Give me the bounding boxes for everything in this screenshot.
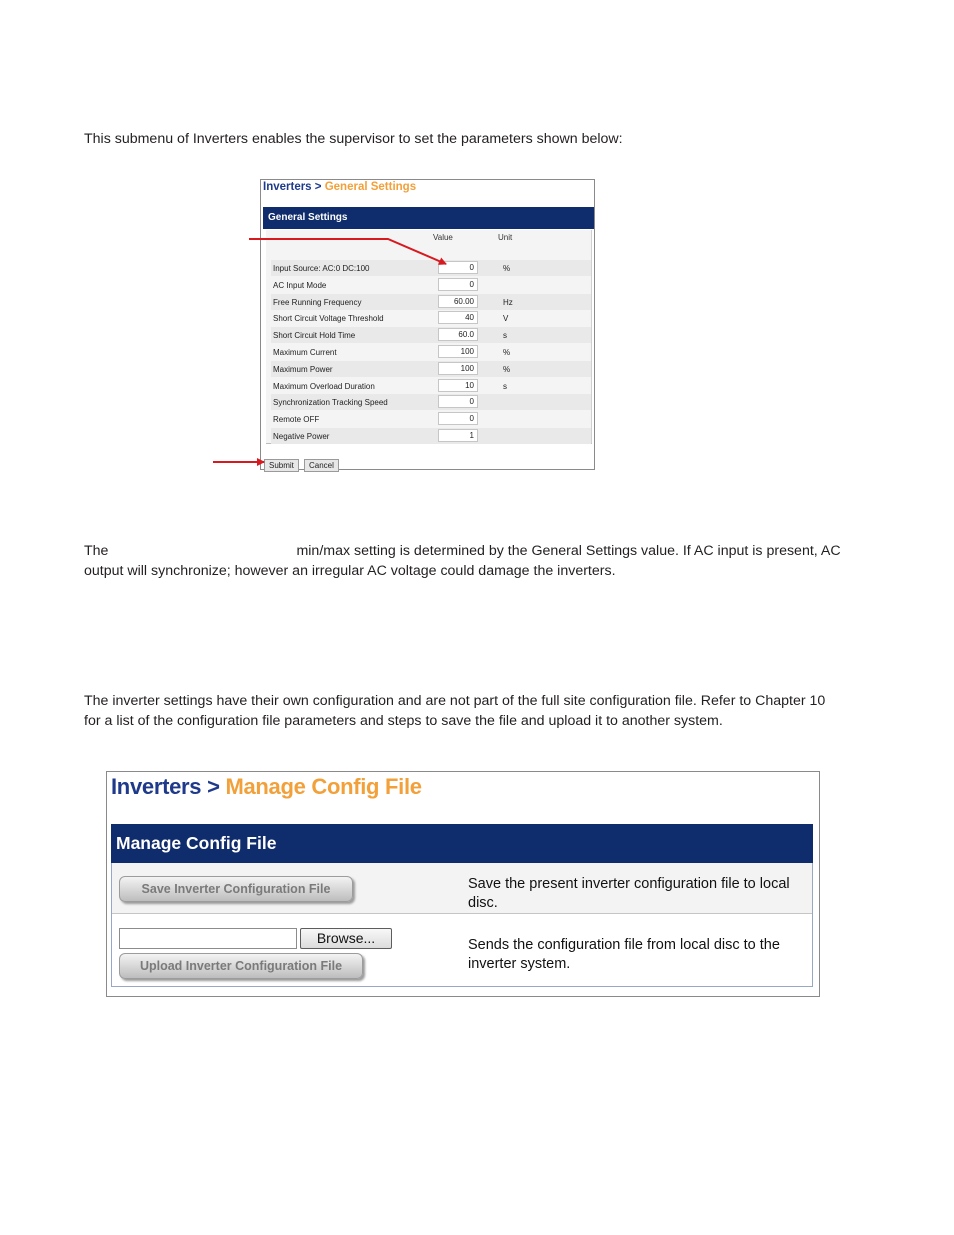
setting-value-input[interactable]: 60.00 — [438, 295, 478, 308]
setting-unit: Hz — [503, 297, 513, 307]
general-settings-screenshot — [260, 179, 595, 470]
browse-button[interactable]: Browse... — [300, 928, 392, 949]
setting-unit: V — [503, 314, 509, 324]
settings-panel — [266, 230, 592, 444]
cancel-button[interactable]: Cancel — [304, 459, 339, 472]
setting-unit: % — [503, 264, 511, 273]
breadcrumb-inverters[interactable]: Inverters — [111, 774, 202, 799]
unit-column-header: Unit — [498, 233, 513, 242]
settings-row — [271, 294, 591, 310]
setting-label: Short Circuit Voltage Threshold — [273, 314, 384, 324]
setting-label: Maximum Power — [273, 364, 333, 374]
breadcrumb-separator: > — [207, 774, 220, 799]
setting-unit: s — [503, 331, 507, 341]
settings-row — [271, 327, 591, 343]
setting-label: Short Circuit Hold Time — [273, 331, 356, 341]
upload-config-button[interactable]: Upload Inverter Configuration File — [119, 953, 363, 979]
config-paragraph: The inverter settings have their own configuration and are not part of the full site configuration file. Refer to Chapter 10 for a list of the configuration file parameters and steps to save the file and upload it to another system. — [84, 693, 826, 729]
setting-value-input[interactable]: 10 — [438, 379, 478, 392]
setting-unit: % — [503, 364, 511, 374]
settings-row — [271, 344, 591, 360]
minmax-paragraph-rest: min/max setting is determined by the General Settings value. If AC input is present, AC output will synchronize; however an irregular AC voltage could damage the inverters. — [84, 543, 841, 579]
setting-value-input[interactable]: 100 — [438, 345, 478, 358]
setting-value-input[interactable]: 0 — [438, 395, 478, 408]
panel-title-bar: General Settings — [263, 207, 594, 229]
minmax-paragraph — [84, 541, 844, 581]
save-config-button[interactable]: Save Inverter Configuration File — [119, 876, 353, 902]
setting-value-input[interactable]: 1 — [438, 429, 478, 442]
file-path-input[interactable] — [119, 928, 297, 949]
setting-unit: % — [503, 348, 511, 357]
setting-label: AC Input Mode — [273, 280, 327, 290]
setting-label: Synchronization Tracking Speed — [273, 398, 388, 408]
setting-unit: s — [503, 381, 507, 391]
setting-label: Negative Power — [273, 432, 330, 441]
setting-label: Maximum Overload Duration — [273, 381, 375, 391]
settings-row — [271, 361, 591, 377]
breadcrumb — [263, 181, 416, 193]
setting-label: Remote OFF — [273, 415, 320, 425]
manage-config-panel — [111, 863, 813, 987]
settings-row — [271, 378, 591, 394]
setting-value-input[interactable]: 0 — [438, 278, 478, 291]
breadcrumb-separator: > — [314, 181, 322, 193]
setting-value-input[interactable]: 60.0 — [438, 328, 478, 341]
setting-value-input[interactable]: 0 — [438, 412, 478, 425]
breadcrumb-current-page: General Settings — [324, 181, 417, 193]
setting-value-input[interactable]: 0 — [438, 261, 478, 274]
breadcrumb-current-page: Manage Config File — [225, 774, 422, 799]
manage-config-screenshot — [106, 771, 820, 997]
settings-row — [271, 428, 591, 444]
upload-description: Sends the configuration file from local disc to the inverter system. — [468, 937, 780, 972]
value-column-header: Value — [433, 233, 453, 242]
settings-row — [271, 394, 591, 410]
setting-value-input[interactable]: 100 — [438, 362, 478, 375]
minmax-paragraph-start: The — [84, 543, 109, 559]
setting-value-input[interactable]: 40 — [438, 311, 478, 324]
submit-button[interactable]: Submit — [264, 459, 299, 472]
save-row — [112, 863, 812, 914]
save-description: Save the present inverter configuration file to local disc. — [468, 876, 790, 911]
settings-row — [271, 260, 591, 276]
setting-label: Maximum Current — [273, 348, 337, 357]
setting-label: Free Running Frequency — [273, 297, 362, 307]
breadcrumb-large — [111, 774, 422, 800]
intro-paragraph: This submenu of Inverters enables the supervisor to set the parameters shown below: — [84, 131, 623, 147]
settings-row — [271, 411, 591, 427]
setting-label: Input Source: AC:0 DC:100 — [273, 264, 370, 273]
settings-row — [271, 310, 591, 326]
breadcrumb-inverters[interactable]: Inverters — [263, 181, 312, 193]
settings-row — [271, 277, 591, 293]
panel-title-bar: Manage Config File — [111, 824, 813, 863]
